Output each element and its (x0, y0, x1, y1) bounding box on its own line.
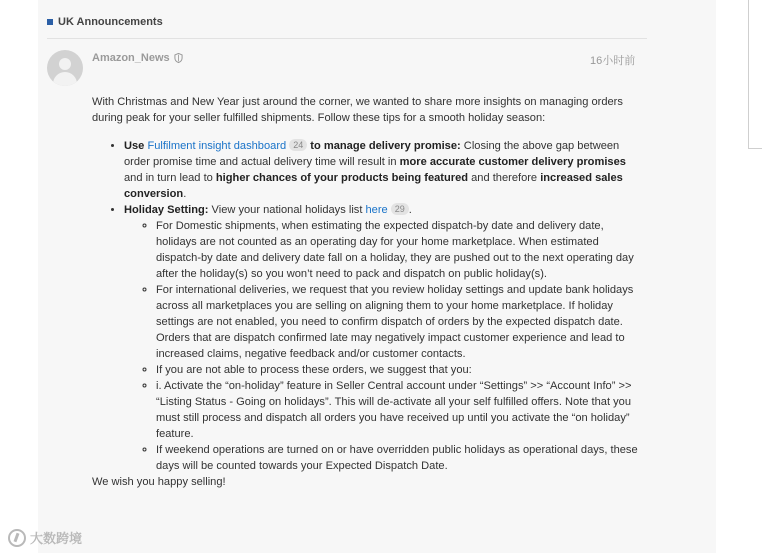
list-item: ◦ If weekend operations are turned on or have overridden public holidays as operational days, these days will be counted towards your Expected Dispatch Date. (156, 442, 640, 474)
shield-icon (174, 53, 183, 63)
link-click-count: 29 (391, 203, 409, 215)
post-body (92, 94, 640, 490)
tips-list (92, 138, 640, 474)
tip1-bold: more accurate customer delivery promises (399, 156, 626, 168)
holidays-list-link[interactable]: here (365, 204, 388, 216)
tip-delivery-promise (124, 138, 640, 202)
tip1-text: and therefore (468, 172, 541, 184)
tip-holiday-setting (124, 202, 640, 474)
tip1-prefix: Use (124, 140, 148, 152)
side-frame (748, 0, 762, 149)
category-square-icon (47, 19, 53, 25)
user-avatar-icon[interactable] (47, 50, 83, 86)
watermark (8, 528, 82, 547)
category-label[interactable] (47, 16, 163, 28)
holiday-subitems (124, 218, 640, 474)
list-item: ◦ If you are not able to process these orders, we suggest that you: (156, 362, 640, 378)
tip1-text: Closing the above gap between order promise time and actual delivery time will result in (124, 140, 620, 168)
author[interactable] (92, 52, 183, 64)
tip1-bold: increased sales conversion (124, 172, 623, 200)
tip1-bold: higher chances of your products being featured (215, 172, 469, 184)
list-item: ◦ i. Activate the “on-holiday” feature in Seller Central account under “Settings” >> “Account Info” >> “Listing Status - Going on holidays”. This will de-activate all your self fulfilled offers. Note that you must still process and dispatch all orders you have received up until you activate the “on holiday” feature. (156, 378, 640, 442)
link-click-count: 24 (289, 139, 307, 151)
tip2-heading: Holiday Setting: (124, 204, 209, 216)
list-item: ◦ For international deliveries, we request that you review holiday settings and update bank holidays across all marketplaces you are selling on aligning them to your home marketplace. If holiday settings are not enabled, you need to confirm dispatch of orders by the expected dispatch date. Orders that are dispatch confirmed late may negatively impact customer experience and lead to increased claims, negative feedback and/or customer contacts. (156, 282, 640, 362)
tip1-text: . (183, 188, 187, 200)
tip1-heading: to manage delivery promise: (307, 140, 461, 152)
tip1-text: and in turn lead to (124, 172, 216, 184)
closing-line: We wish you happy selling! (92, 476, 226, 488)
fulfilment-dashboard-link[interactable]: Fulfilment insight dashboard (147, 140, 287, 152)
list-item: ◦ For Domestic shipments, when estimating the expected dispatch-by date and delivery date, holidays are not counted as an operating day for your home marketplace. When estimated dispatch-by date and delivery date fall on a holiday, they are pushed out to the next operating day after the holiday(s) so you won’t need to pack and dispatch on public holiday(s). (156, 218, 640, 282)
tip2-end: . (408, 204, 412, 216)
watermark-logo-icon (8, 529, 26, 547)
post-timestamp: 16小时前 (590, 55, 636, 67)
divider (47, 38, 647, 39)
category-text: UK Announcements (58, 16, 163, 28)
intro-paragraph: With Christmas and New Year just around the corner, we wanted to share more insights on managing orders during peak for your seller fulfilled shipments. Follow these tips for a smooth holiday season: (92, 96, 623, 124)
watermark-text: 大数跨境 (30, 531, 83, 546)
author-name[interactable]: Amazon_News (92, 52, 170, 64)
tip2-text: View your national holidays list (208, 204, 366, 216)
